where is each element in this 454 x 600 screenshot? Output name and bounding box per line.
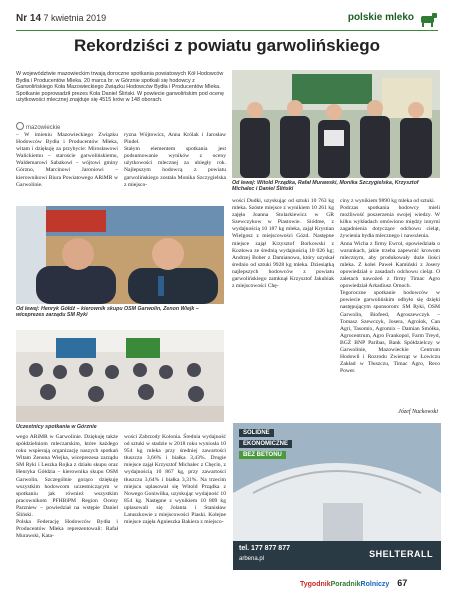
ad-headline-1: SOLIDNE — [239, 429, 274, 437]
cow-icon — [418, 10, 438, 28]
photo-dairy-representatives — [16, 206, 224, 304]
article-column-2-top: ryzna Wójtowicz, Anna Królak i Jarosław Pindel. Stałym elementem spotkania jest podsumowanie wyników z oceny użytkowości mlecznej za ubiegły rok. Najlepszym hodowcą z powiatu garwolińskiego została Monika Szczygielska z miejsco- — [124, 132, 226, 188]
region-tag — [16, 122, 60, 131]
article-lead: W województwie mazowieckim trwają doroczne spotkania powiatowych Kół Hodowców Bydła i Producentów Mleka. 20 marca br. w Górznie spotkali się hodowcy z Garwolińskiego Koła Mazowieckiego Związku Hodowców Bydła i Producentów Mleka. Spotkanie poprowadził prezes Koła Daniel Śliński. W powiecie garwolińskim pod ocenę użytkowości mlecznej znajduje się 4515 krów w 148 oborach. — [16, 71, 224, 103]
photo-participants — [16, 330, 224, 422]
page-header — [16, 12, 438, 31]
article-column-3: ciny z wynikiem 9890 kg mleka od sztuki. Podczas spotkania hodowcy mieli możliwość poszerzenia swojej wiedzy. W kilku wykładach omówiono między innymi zagadnienia dotyczące odchowu cieląt, żywienia bydła mlecznego i nawożenia. Anna Wicha z firmy Ewrol, opowiedziała o warunkach, jakie trzeba zapewnić krowom mlecznym, aby produkowały duże ilości mleka. Z kolei Paweł Kamiński z Josery opowiedział o zasadach odchowu cieląt. O zaletach nawożeń z firmy Timac Agro opowiedział Arkadiusz Ornoch. Tegoroczne spotkanie hodowców w powiecie garwolińskim odbyło się dzięki następującym sponsorom: SM Ryki, OSM Garwolin, Biofeed, Agroszewczyk – Tomasz Szewczyk, Josera, Agrolok, Can Agri, Tasomix, Agromix – Damian Smółka, Agrocentrum, Agro Frankopol, Farm Treyd, BGŻ BNP Paribas, Bank Spółdzielczy w Garwolinie, Mazowieckie Centrum Hodowli i Rozrodu Zwierząt w Łowiczu Zakład w Tłuszczu, Timac Agro, Reco Power. — [340, 198, 440, 375]
issue-number: Nr 14 — [16, 13, 42, 24]
location-icon — [16, 122, 24, 130]
article-title: Rekordziści z powiatu garwolińskiego — [73, 36, 381, 55]
brand-word-2: mleko — [385, 12, 414, 23]
brand-word-1: polskie — [347, 12, 383, 23]
issue-info — [16, 13, 106, 24]
brand-logo-text — [348, 12, 414, 23]
advertisement-shelterall[interactable] — [233, 423, 441, 570]
caption-photo-1: Od lewej: Witold Prządka, Rafał Murawski, Monika Szczygielska, Krzysztof Michalec i Daniel Śliński — [232, 180, 419, 193]
ad-headline-2: EKONOMICZNE — [239, 440, 292, 448]
ad-website[interactable]: arbena.pl — [239, 556, 265, 562]
caption-photo-2: Od lewej: Henryk Gółdź – kierownik skupu OSM Garwolin, Zenon Wiejk – wiceprezes zarządu SM Ryki — [16, 306, 199, 319]
photo-award-winners — [232, 70, 440, 178]
ad-phone: tel. 177 877 877 — [239, 545, 290, 552]
page-number: 67 — [397, 578, 408, 588]
ad-headline-3: BEZ BETONU — [239, 451, 286, 459]
footer-brand-2: Poradnik — [330, 581, 361, 588]
article-column-1-bottom: wego ARiMR w Garwolinie. Dziękuję także spółdzielniom mleczarskim, które każdego roku wspierają organizację naszych spotkań Witam Zenona Wiejka, wiceprezesa zarządu SM Ryki i Leszka Rojka z działu skupu oraz Henryka Gółdzia – kierownika skupu OSM Garwolin. Szczególnie gorąco dziękuję wszystkim hodowcom uczestniczącym w spotkaniu jak również wszystkim pracownikom PFHBiPM Region Oceny Parzniew – powiedział na wstępie Daniel Śliński. Polska Federację Hodowców Bydła i Producentów Mleka reprezentowali: Rafał Murawski, Kata- — [16, 434, 118, 540]
region-tag-label: mazowieckie — [26, 125, 61, 131]
article-column-1-top: – W imieniu Mazowieckiego Związku Hodowców Bydła i Producentów Mleka, witam i dziękuję za przybycie: Mirosławowi Walickiemu – staroście garwolińskiemu, Waldemarowi Sabakowi – wójtowi gminy Górzno, Marcinowi Jaroniowi – kierownikowi Biura Powiatowego ARiMR w Garwolinie. — [16, 132, 118, 188]
article-column-2-middle: wości Dudki, uzyskując od sztuki 10 763 kg mleka. Szóste miejsce z wynikiem 10 261 kg zajęła Joanna Stolarkiewicz w GR Szewczykow w Piastowie. Siódme, z wydajnością 10 187 kg mleka, zajął Krystian Wielgosz z miejscowości Gózd. Następne miejsce zajął Krzysztof Borkowski z Kozłowa ze średnią wydajnością 10 026 kg; Andrzej Bober z Damianowa, który uzyskał średnio od sztuki 9928 kg mleka. Dziesiątką najlepszych hodowców z powiatu garwolińskiego zamknął Krzysztof Jakubiak z miejscowości Chę- — [232, 198, 334, 290]
issue-date: 7 kwietnia 2019 — [43, 13, 107, 23]
ad-brand-logo: SHELTERALL — [369, 549, 433, 559]
page-footer — [300, 578, 407, 588]
article-author: Józef Nuckowski — [398, 409, 438, 415]
article-column-2-bottom: wości Zabrzody Kolonia. Średnia wydajność od sztuki w stadzie w 2018 roku wyniosła 10 954 kg mleka przy średniej zawartości tłuszczu 3,66% i białka 3,43%. Drugie miejsce zajął Krzysztof Michalec z Chęcin, z wydajnością 10 867 kg, przy zawartości tłuszczu 3,64% i białka 3,31%. Na trzecim miejscu uplasował się Witold Prządka z Nowego Goniwilka, uzyskując wydajność 10 854 kg. Następne z wynikiem 10 809 kg uplasowali się Jolanta i Stanisław Latuszkowie z miejscowości Piaski. Kolejne miejsce zajęła Agnieszka Bakiera z miejsco- — [124, 434, 226, 526]
footer-brand-3: Rolniczy — [360, 581, 390, 588]
caption-photo-3: Uczestnicy spotkania w Górznie — [16, 424, 97, 430]
footer-brand-1: Tygodnik — [300, 581, 331, 588]
